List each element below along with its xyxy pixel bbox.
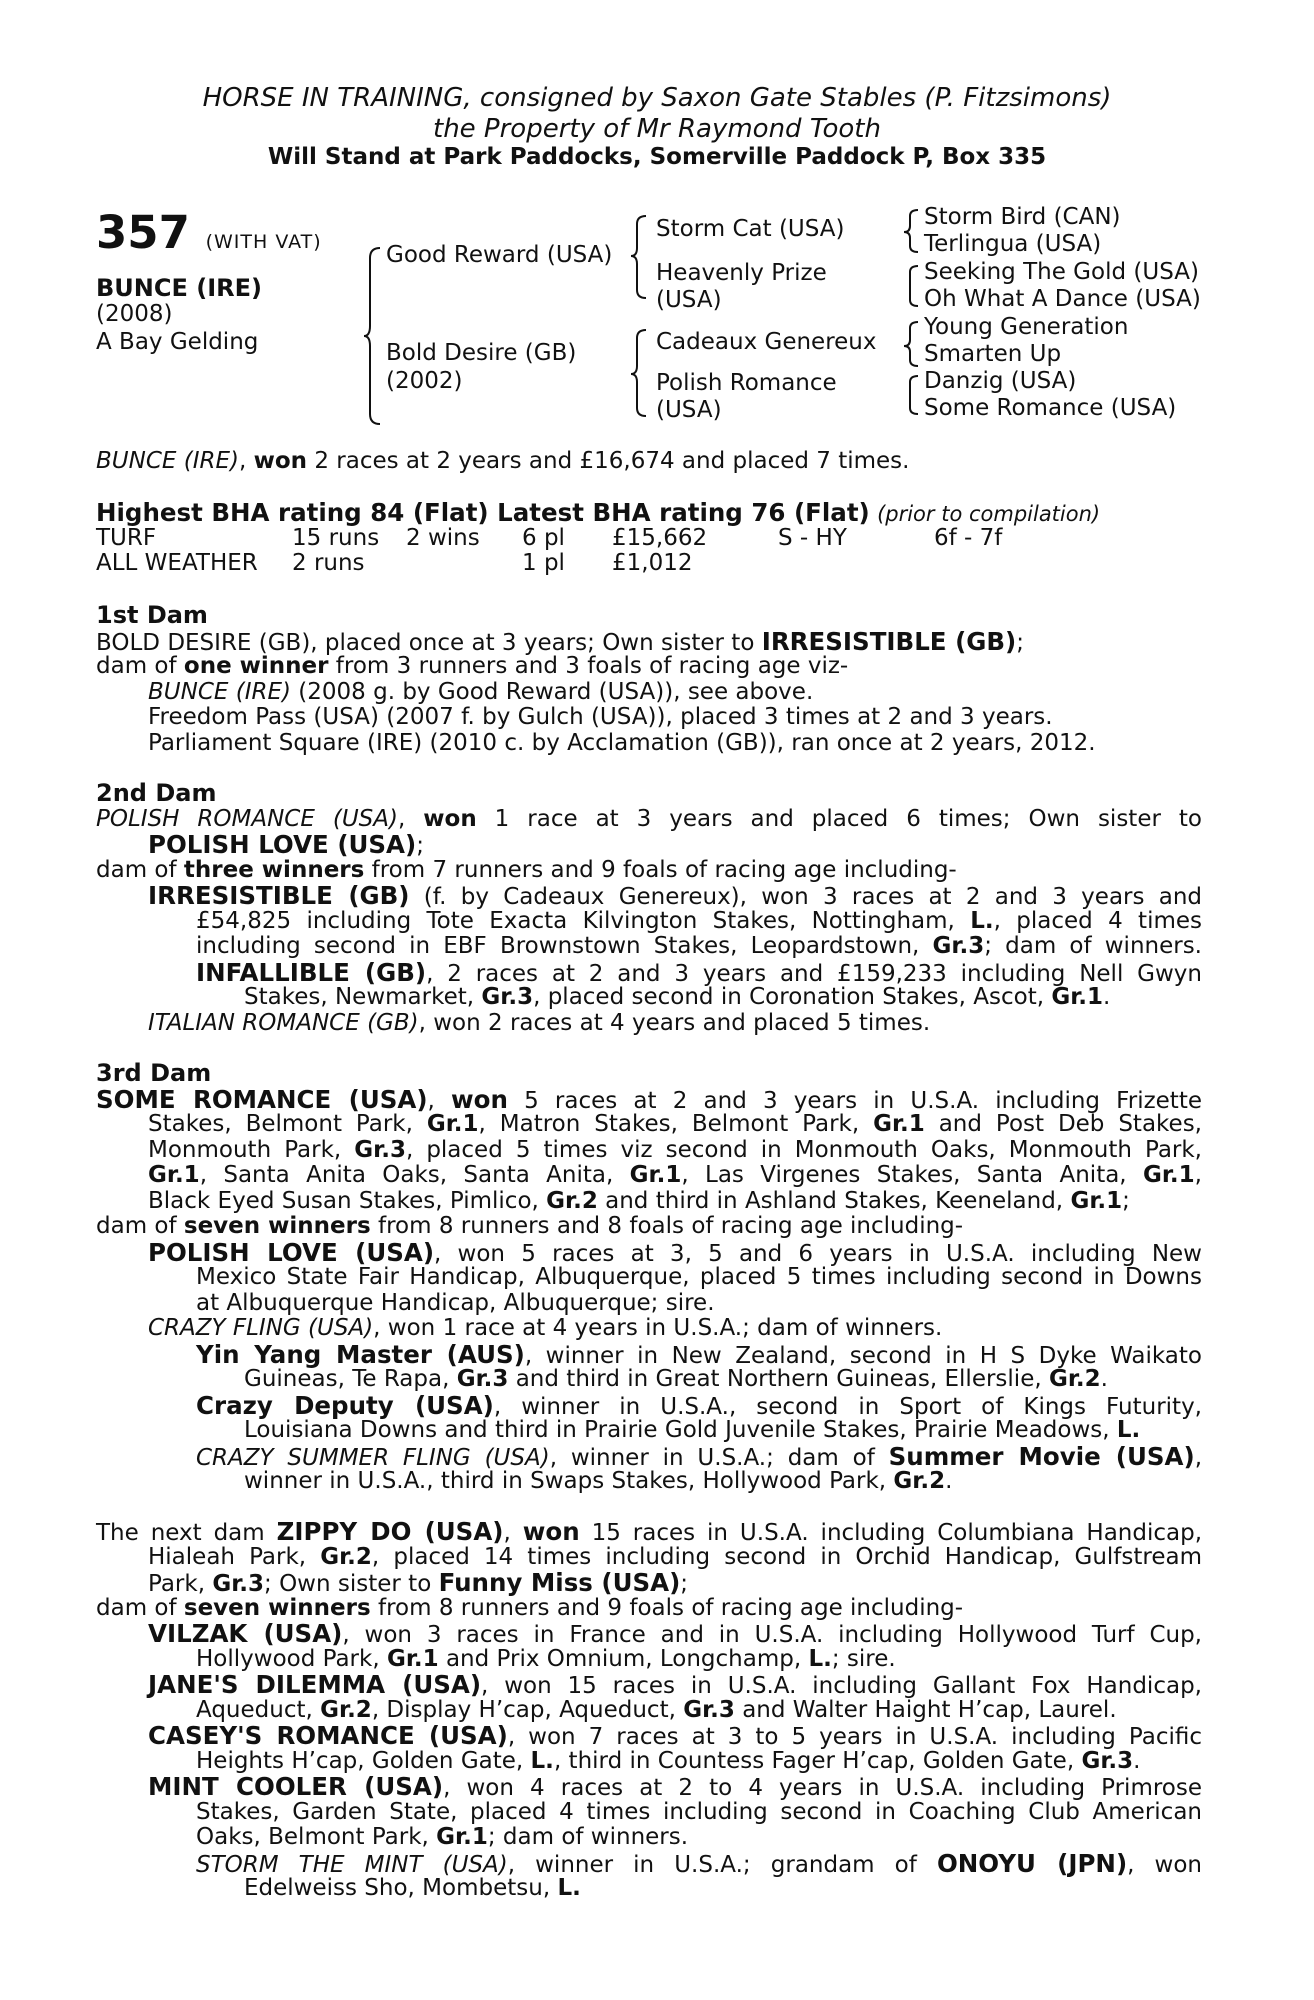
- text-run: ,: [427, 1087, 452, 1114]
- pedigree-sdd: Oh What A Dance (USA): [924, 286, 1201, 312]
- text-line: [96, 909, 1202, 935]
- record-runs: 15 runs: [292, 524, 380, 551]
- text-line: [96, 1418, 1202, 1444]
- pedigree-dam-sire: Cadeaux Genereux: [656, 329, 877, 355]
- text-run: (2008 g. by Good Reward (USA)), see above.: [290, 678, 814, 705]
- text-run: 15 races in U.S.A. including Columbiana Handicap,: [579, 1520, 1203, 1546]
- record-prize: £1,012: [612, 550, 693, 576]
- text-run: JANE'S DILEMMA (USA): [148, 1670, 482, 1699]
- text-run: dam of: [96, 1213, 184, 1239]
- property-line: the Property of Mr Raymond Tooth: [433, 114, 881, 144]
- text-run: including second in EBF Brownstown Stakes, Leopardstown,: [196, 933, 933, 959]
- text-run: ONOYU (JPN): [936, 1848, 1128, 1878]
- text-run: seven winners: [183, 1594, 371, 1621]
- record-wins: 2 wins: [406, 524, 480, 551]
- text-run: Summer Movie (USA): [888, 1441, 1195, 1471]
- text-run: VILZAK (USA): [148, 1619, 343, 1648]
- element: [904, 210, 918, 252]
- text-run: ; Own sister to: [264, 1571, 439, 1597]
- text-run: won: [451, 1084, 508, 1114]
- record-placed: 1 pl: [522, 550, 565, 576]
- text-line: [96, 626, 1202, 656]
- summary-horse-name: BUNCE (IRE): [96, 448, 239, 474]
- text-run: ,: [1194, 1444, 1202, 1471]
- text-run: ;: [680, 1571, 689, 1597]
- text-run: , winner in U.S.A.; dam of: [549, 1444, 889, 1471]
- third-dam-section: [96, 1061, 1202, 1495]
- text-run: The next dam: [96, 1520, 277, 1546]
- text-run: and third in Ashland Stakes, Keeneland,: [597, 1187, 1071, 1214]
- text-run: STORM THE MINT (USA): [196, 1851, 508, 1878]
- text-run: and third in Great Northern Guineas, Ellerslie,: [508, 1366, 1049, 1392]
- text-run: , third in Countess Fager H’cap, Golden Gate,: [553, 1747, 1082, 1774]
- pedigree-dam-dam: Polish Romance: [656, 370, 837, 396]
- text-run: 5 races at 2 and 3 years in U.S.A. including Frizette: [507, 1087, 1202, 1114]
- pedigree-sire-dam-country: (USA): [656, 287, 722, 313]
- text-run: Gr.2: [320, 1543, 372, 1570]
- text-run: .: [1133, 1747, 1141, 1774]
- text-run: , Display H’cap, Aqueduct,: [371, 1696, 684, 1723]
- text-line: [96, 1825, 1202, 1851]
- text-run: POLISH LOVE (USA): [148, 1237, 435, 1267]
- pedigree-sss: Storm Bird (CAN): [924, 204, 1121, 230]
- text-line: [96, 934, 1202, 960]
- text-run: Gr.1: [426, 1111, 479, 1137]
- text-run: Gr.1: [1142, 1162, 1195, 1188]
- text-line: [96, 1621, 1202, 1647]
- text-run: and Walter Haight H’cap, Laurel.: [734, 1696, 1117, 1723]
- pedigree-dsd: Smarten Up: [924, 341, 1062, 367]
- text-run: Gr.3: [683, 1696, 735, 1723]
- pedigree-ssd: Terlingua (USA): [924, 231, 1102, 257]
- record-surface: ALL WEATHER: [96, 550, 258, 576]
- pedigree-sire-dam: Heavenly Prize: [656, 260, 827, 286]
- text-line: [96, 1570, 1202, 1596]
- text-line: [96, 1112, 1202, 1138]
- text-run: L.: [1116, 1417, 1141, 1443]
- horse-name: BUNCE (IRE): [96, 274, 262, 302]
- text-line: [96, 1441, 1202, 1471]
- pedigree-dss: Young Generation: [924, 314, 1129, 340]
- text-line: [96, 1214, 1202, 1240]
- text-run: CRAZY FLING (USA): [148, 1315, 374, 1341]
- text-run: from 8 runners and 8 foals of racing age including-: [370, 1213, 964, 1239]
- text-run: POLISH ROMANCE (USA): [96, 805, 398, 832]
- text-run: ,: [1194, 1162, 1202, 1188]
- text-run: Monmouth Park,: [148, 1136, 355, 1163]
- text-run: Crazy Deputy (USA): [196, 1390, 494, 1420]
- text-run: ; dam of winners.: [487, 1824, 689, 1850]
- text-run: won: [522, 1517, 580, 1546]
- first-dam-section: [96, 603, 1202, 756]
- text-run: Gr.2: [893, 1468, 946, 1494]
- text-run: .: [945, 1468, 953, 1494]
- text-run: Funny Miss (USA): [438, 1568, 681, 1597]
- element: [904, 322, 918, 366]
- text-run: .: [1100, 1366, 1108, 1392]
- pedigree-dam: Bold Desire (GB): [386, 340, 577, 366]
- text-line: [96, 1876, 1202, 1902]
- text-run: Gr.1: [436, 1824, 488, 1850]
- text-run: L.: [970, 907, 994, 934]
- text-run: .: [1103, 984, 1111, 1010]
- text-run: ITALIAN ROMANCE (GB): [148, 1009, 419, 1036]
- text-line: [96, 1189, 1202, 1215]
- text-run: Edelweiss Sho, Mombetsu,: [244, 1875, 558, 1901]
- text-run: three winners: [183, 856, 365, 883]
- text-run: Gr.2: [1048, 1366, 1101, 1392]
- next-dam-section: [96, 1519, 1202, 1902]
- text-run: MINT COOLER (USA): [148, 1772, 444, 1801]
- text-run: ;: [416, 833, 424, 859]
- text-run: , 2 races at 2 and 3 years and £159,233 including Nell Gwyn: [426, 960, 1202, 987]
- text-run: Hialeah Park,: [148, 1543, 321, 1570]
- text-line: at Albuquerque Handicap, Albuquerque; sire.: [196, 1289, 715, 1316]
- consignment-line: HORSE IN TRAINING, consigned by Saxon Gate Stables (P. Fitzsimons): [202, 83, 1112, 113]
- text-line: [96, 1469, 1202, 1495]
- text-run: , won 5 races at 3, 5 and 6 years in U.S.A. including New: [434, 1240, 1202, 1267]
- text-run: CRAZY SUMMER FLING (USA): [196, 1444, 550, 1471]
- text-run: BOLD DESIRE (GB), placed once at 3 years; Own sister to: [96, 629, 762, 656]
- text-run: , won 2 races at 4 years and placed 5 times.: [418, 1009, 931, 1036]
- section-heading: 2nd Dam: [96, 779, 217, 807]
- text-run: dam of: [96, 1594, 184, 1621]
- text-run: ZIPPY DO (USA): [276, 1517, 504, 1546]
- text-line: [96, 1367, 1202, 1393]
- text-run: Gr.1: [386, 1645, 439, 1672]
- text-run: Oaks, Belmont Park,: [196, 1824, 437, 1850]
- text-run: INFALLIBLE (GB): [196, 957, 427, 987]
- text-run: , won: [1127, 1851, 1202, 1878]
- text-run: Hollywood Park,: [196, 1645, 387, 1672]
- text-line: Parliament Square (IRE) (2010 c. by Acclamation (GB)), ran once at 2 years, 2012.: [148, 729, 1096, 756]
- text-run: Gr.3: [354, 1136, 406, 1163]
- text-line: [96, 1698, 1202, 1724]
- text-line: [96, 1316, 1202, 1342]
- text-run: Gr.3: [932, 933, 985, 959]
- text-run: Gr.3: [456, 1366, 509, 1392]
- summary-text: 2 races at 2 years and £16,674 and placed 7 times.: [307, 448, 910, 474]
- text-run: £54,825 including Tote Exacta Kilvington Stakes, Nottingham,: [196, 907, 971, 934]
- text-run: ,: [503, 1520, 523, 1546]
- text-run: Black Eyed Susan Stakes, Pimlico,: [148, 1187, 547, 1214]
- text-run: , placed 4 times: [993, 907, 1202, 934]
- text-line: [96, 500, 1202, 526]
- text-run: from 8 runners and 9 foals of racing age including-: [370, 1594, 964, 1621]
- text-run: SOME ROMANCE (USA): [96, 1084, 428, 1114]
- text-line: [96, 1774, 1202, 1800]
- text-run: , won 1 race at 4 years in U.S.A.; dam of winners.: [373, 1315, 943, 1341]
- text-run: Guineas, Te Rapa,: [244, 1366, 457, 1392]
- text-run: , Santa Anita Oaks, Santa Anita,: [199, 1162, 630, 1188]
- element: [631, 216, 646, 298]
- pedigree-dam-year: (2002): [386, 368, 463, 394]
- text-run: ;: [1122, 1187, 1130, 1214]
- text-line: [96, 807, 1202, 833]
- text-run: Louisiana Downs and third in Prairie Gold Juvenile Stakes, Prairie Meadows,: [244, 1417, 1117, 1443]
- text-line: [96, 883, 1202, 909]
- text-run: IRRESISTIBLE (GB): [148, 881, 410, 910]
- vat-note: (WITH VAT): [205, 231, 322, 253]
- text-run: , winner in New Zealand, second in H S Dyke Waikato: [524, 1342, 1202, 1369]
- text-run: Gr.3: [1081, 1747, 1134, 1774]
- second-dam-section: [96, 781, 1202, 1036]
- text-run: and Prix Omnium, Longchamp,: [438, 1645, 809, 1672]
- pedigree-dam-dam-country: (USA): [656, 397, 722, 423]
- pedigree-sds: Seeking The Gold (USA): [924, 259, 1199, 285]
- record-row-aw: [96, 551, 1202, 577]
- element: [910, 266, 918, 306]
- text-run: Yin Yang Master (AUS): [196, 1339, 525, 1369]
- text-run: (f. by Cadeaux Genereux), won 3 races at 2 and 3 years and: [409, 884, 1203, 910]
- text-line: Mexico State Fair Handicap, Albuquerque, placed 5 times including second in Downs: [196, 1264, 1202, 1290]
- record-placed: 6 pl: [522, 524, 565, 551]
- text-run: ,: [397, 805, 424, 832]
- text-line: [96, 1390, 1202, 1420]
- text-run: , Matron Stakes, Belmont Park,: [478, 1111, 874, 1137]
- text-run: , won 15 races in U.S.A. including Gallant Fox Handicap,: [481, 1673, 1202, 1699]
- text-run: Gr.1: [873, 1111, 925, 1137]
- pedigree-dds: Danzig (USA): [924, 368, 1077, 394]
- record-row-turf: [96, 526, 1202, 552]
- text-run: ; sire.: [831, 1645, 896, 1672]
- text-line: [96, 1647, 1202, 1673]
- text-line: [96, 1545, 1202, 1571]
- text-run: Aqueduct,: [196, 1696, 321, 1723]
- text-run: dam of: [96, 856, 184, 883]
- text-run: , won 7 races at 3 to 5 years in U.S.A. including Pacific: [507, 1724, 1202, 1750]
- text-run: , won 4 races at 2 to 4 years in U.S.A. including Primrose: [443, 1775, 1203, 1801]
- race-summary: [96, 449, 1202, 475]
- text-run: Gr.2: [546, 1187, 598, 1214]
- text-run: and Post Deb Stakes,: [924, 1111, 1202, 1137]
- text-run: , placed 5 times viz second in Monmouth Oaks, Monmouth Park,: [405, 1136, 1202, 1163]
- text-run: Gr.1: [629, 1162, 682, 1188]
- text-line: BUNCE (IRE), won 2 races at 2 years and £16,674 and placed 7 times.: [96, 448, 910, 474]
- ratings-block: [96, 500, 1202, 577]
- text-run: Gr.3: [212, 1571, 265, 1597]
- section-heading: 1st Dam: [96, 601, 208, 629]
- text-run: Gr.1: [1051, 984, 1104, 1010]
- text-run: ; dam of winners.: [984, 933, 1202, 959]
- record-prize: £15,662: [612, 524, 708, 551]
- text-run: POLISH LOVE (USA): [148, 830, 417, 859]
- pedigree-ddd: Some Romance (USA): [924, 395, 1177, 421]
- text-run: from 3 runners and 3 foals of racing age viz-: [328, 653, 849, 679]
- text-run: Gr.3: [481, 984, 534, 1010]
- record-going: S - HY: [778, 524, 847, 551]
- text-run: Heights H’cap, Golden Gate,: [196, 1747, 531, 1774]
- text-run: won: [423, 805, 477, 832]
- text-line: [96, 1339, 1202, 1369]
- text-run: one winner: [183, 653, 329, 679]
- ratings-title: Highest BHA rating 84 (Flat) Latest BHA rating 76 (Flat): [96, 498, 870, 527]
- text-line: [96, 858, 1202, 884]
- text-line: [96, 1596, 1202, 1622]
- lot-number: 357: [96, 206, 190, 259]
- section-heading: 3rd Dam: [96, 1059, 212, 1087]
- pedigree-sire-sire: Storm Cat (USA): [656, 216, 845, 242]
- foaling-year: (2008): [96, 301, 173, 327]
- text-line: [96, 1519, 1202, 1545]
- text-run: seven winners: [183, 1213, 371, 1239]
- text-run: , won 3 races in France and in U.S.A. including Hollywood Turf Cup,: [342, 1622, 1202, 1648]
- text-line: [96, 1138, 1202, 1164]
- text-line: [96, 1723, 1202, 1749]
- text-line: [96, 985, 1202, 1011]
- text-run: Gr.1: [148, 1162, 200, 1188]
- record-wins: [406, 551, 522, 577]
- text-line: [96, 1163, 1202, 1189]
- text-line: [96, 680, 1202, 706]
- text-line: [96, 1237, 1202, 1267]
- element: [910, 376, 918, 414]
- text-run: Park,: [148, 1571, 213, 1597]
- text-line: [96, 1848, 1202, 1878]
- text-run: BUNCE (IRE): [148, 678, 291, 705]
- record-going: [778, 551, 934, 577]
- text-run: , placed second in Coronation Stakes, Ascot,: [533, 984, 1052, 1010]
- text-run: 1 race at 3 years and placed 6 times; Own sister to: [476, 805, 1202, 832]
- text-line: [96, 957, 1202, 987]
- record-runs: 2 runs: [292, 550, 365, 576]
- text-line: [96, 654, 1202, 680]
- pedigree-sire: Good Reward (USA): [386, 242, 613, 268]
- element: [631, 330, 646, 416]
- record-surface: TURF: [96, 524, 157, 551]
- text-line: Freedom Pass (USA) (2007 f. by Gulch (USA)), placed 3 times at 2 and 3 years.: [148, 704, 1053, 730]
- text-run: Stakes, Newmarket,: [244, 984, 482, 1010]
- text-run: L.: [530, 1747, 554, 1774]
- text-run: Gr.2: [320, 1696, 372, 1723]
- text-line: [96, 1011, 1202, 1037]
- text-line: Stakes, Garden State, placed 4 times including second in Coaching Club American: [196, 1798, 1202, 1825]
- text-line: [96, 1084, 1202, 1114]
- text-run: , winner in U.S.A., second in Sport of Kings Futurity,: [493, 1393, 1202, 1420]
- summary-won: won: [253, 448, 308, 474]
- text-run: , winner in U.S.A.; grandam of: [507, 1851, 937, 1878]
- text-run: L.: [557, 1875, 581, 1901]
- text-line: [96, 1672, 1202, 1698]
- text-run: from 7 runners and 9 foals of racing age including-: [364, 856, 957, 883]
- horse-description: A Bay Gelding: [96, 329, 259, 355]
- ratings-note: (prior to compilation): [877, 502, 1101, 526]
- text-line: [96, 1749, 1202, 1775]
- text-run: Gr.1: [1070, 1187, 1123, 1214]
- element: [364, 248, 380, 424]
- text-run: Stakes, Belmont Park,: [148, 1111, 427, 1137]
- text-run: L.: [808, 1645, 832, 1672]
- text-run: , Las Virgenes Stakes, Santa Anita,: [681, 1162, 1143, 1188]
- text-line: [96, 832, 1202, 858]
- text-run: winner in U.S.A., third in Swaps Stakes, Hollywood Park,: [244, 1468, 894, 1494]
- text-run: dam of: [96, 653, 184, 679]
- stand-location: Will Stand at Park Paddocks, Somerville Paddock P, Box 335: [267, 144, 1047, 170]
- record-distance: 6f - 7f: [934, 524, 1003, 551]
- text-run: , placed 14 times including second in Orchid Handicap, Gulfstream: [371, 1543, 1202, 1570]
- text-run: IRRESISTIBLE (GB): [761, 626, 1017, 656]
- text-run: ;: [1016, 629, 1024, 656]
- text-run: CASEY'S ROMANCE (USA): [148, 1721, 508, 1750]
